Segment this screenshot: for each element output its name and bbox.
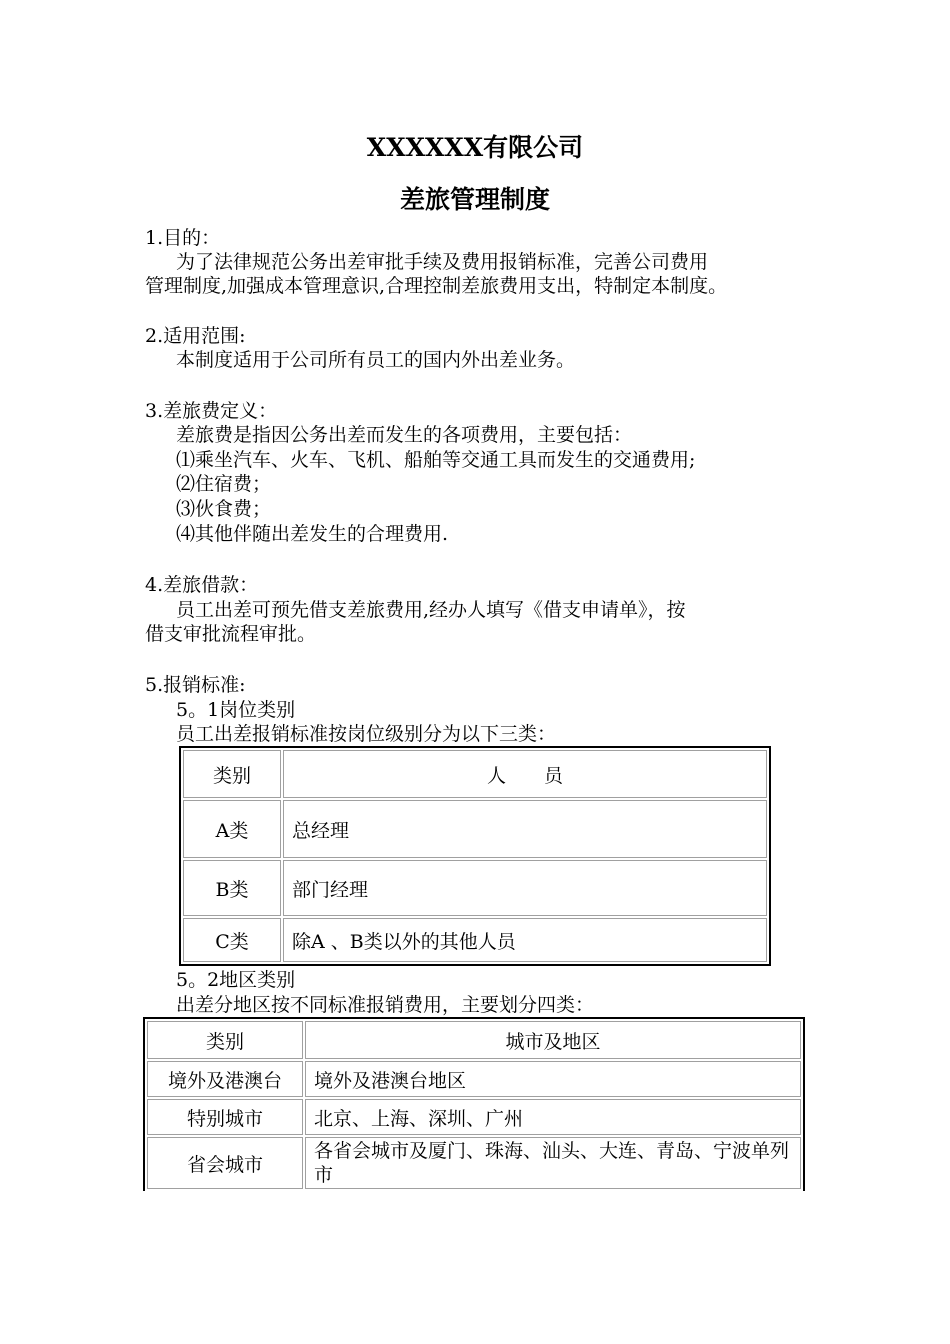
table-header-cell: 类别 bbox=[183, 750, 281, 798]
section-4-line-1: 员工出差可预先借支差旅费用,经办人填写《借支申请单》，按 bbox=[176, 599, 686, 621]
table-row bbox=[147, 1137, 801, 1189]
document-title: 差旅管理制度 bbox=[399, 185, 550, 214]
table-header-cell: 人 员 bbox=[283, 750, 767, 798]
table-cell: B类 bbox=[183, 860, 281, 916]
table-cell: 境外及港澳台地区 bbox=[305, 1061, 801, 1097]
table-cell: 北京、上海、深圳、广州 bbox=[305, 1099, 801, 1135]
section-3-item-1: ⑴乘坐汽车、火车、飞机、船舶等交通工具而发生的交通费用; bbox=[176, 449, 696, 471]
table-row bbox=[183, 918, 767, 962]
table-row bbox=[183, 860, 767, 916]
table-cell: 境外及港澳台 bbox=[147, 1061, 303, 1097]
position-category-table bbox=[179, 746, 771, 966]
section-3-item-2: ⑵住宿费； bbox=[176, 473, 272, 495]
table-cell: 各省会城市及厦门、珠海、汕头、大连、青岛、宁波单列市 bbox=[305, 1137, 801, 1189]
section-4-heading: 4.差旅借款： bbox=[145, 574, 259, 596]
table-header-cell: 类别 bbox=[147, 1021, 303, 1059]
section-5-1-heading: 5。1岗位类别 bbox=[176, 699, 296, 721]
table-row bbox=[183, 800, 767, 858]
section-1-line-2: 管理制度,加强成本管理意识,合理控制差旅费用支出，特制定本制度。 bbox=[145, 275, 728, 297]
table-cell: 部门经理 bbox=[283, 860, 767, 916]
section-5-2-line-1: 出差分地区按不同标准报销费用，主要划分四类： bbox=[176, 994, 595, 1016]
table-header-row bbox=[147, 1021, 801, 1059]
section-5-1-line-1: 员工出差报销标准按岗位级别分为以下三类： bbox=[176, 723, 557, 745]
section-3-heading: 3.差旅费定义： bbox=[145, 400, 278, 422]
table-row bbox=[147, 1061, 801, 1097]
table-cell: C类 bbox=[183, 918, 281, 962]
table-cell: 特别城市 bbox=[147, 1099, 303, 1135]
table-header-cell: 城市及地区 bbox=[305, 1021, 801, 1059]
region-category-table bbox=[143, 1017, 805, 1191]
section-3-item-3: ⑶伙食费； bbox=[176, 498, 272, 520]
section-3-line-1: 差旅费是指因公务出差而发生的各项费用，主要包括： bbox=[176, 424, 633, 446]
section-1-heading: 1.目的： bbox=[145, 227, 221, 249]
company-title: XXXXXX有限公司 bbox=[366, 133, 584, 162]
section-5-heading: 5.报销标准: bbox=[145, 674, 246, 696]
table-cell: 总经理 bbox=[283, 800, 767, 858]
section-4-line-2: 借支审批流程审批。 bbox=[145, 623, 317, 645]
table-header-row bbox=[183, 750, 767, 798]
section-2-heading: 2.适用范围: bbox=[145, 325, 246, 347]
table-cell: 省会城市 bbox=[147, 1137, 303, 1189]
table-row bbox=[147, 1099, 801, 1135]
section-2-line-1: 本制度适用于公司所有员工的国内外出差业务。 bbox=[176, 349, 576, 371]
section-5-2-heading: 5。2地区类别 bbox=[176, 969, 296, 991]
section-3-item-4: ⑷其他伴随出差发生的合理费用. bbox=[176, 523, 449, 545]
section-1-line-1: 为了法律规范公务出差审批手续及费用报销标准，完善公司费用 bbox=[176, 251, 709, 273]
table-cell: 除A 、B类以外的其他人员 bbox=[283, 918, 767, 962]
table-cell: A类 bbox=[183, 800, 281, 858]
